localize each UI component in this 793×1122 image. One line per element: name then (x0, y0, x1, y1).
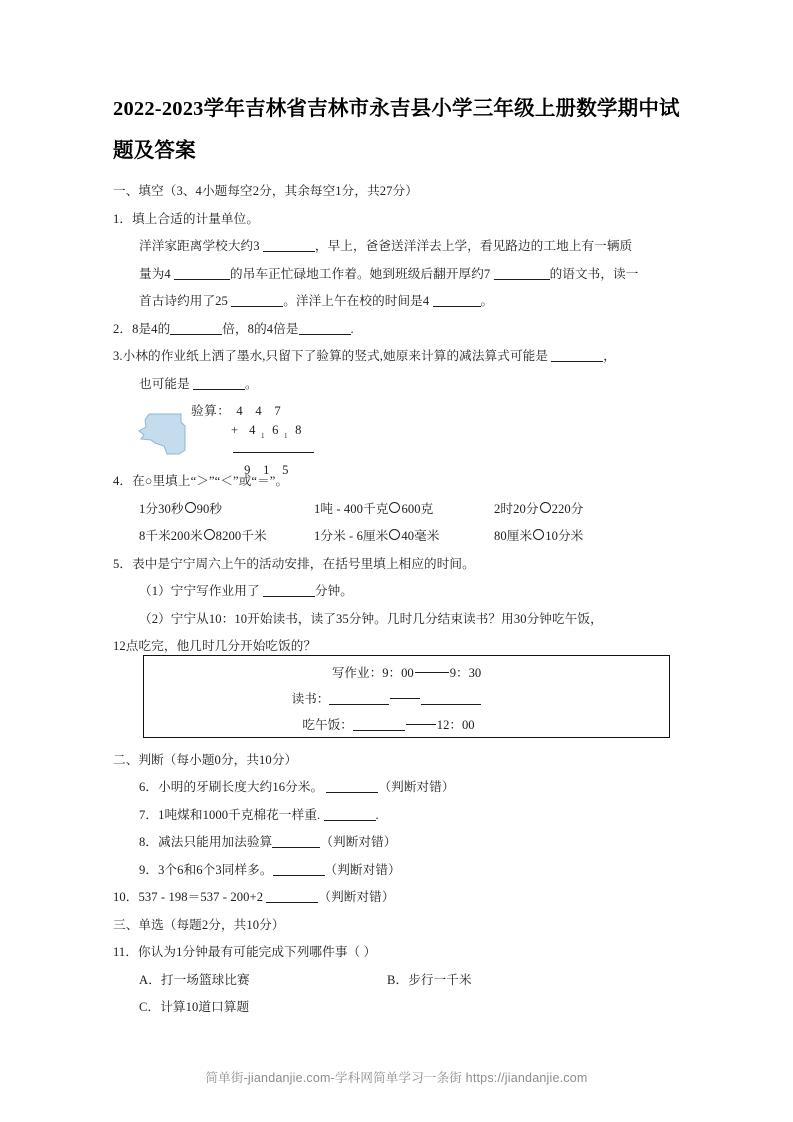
question-7 (113, 802, 693, 830)
q4-item-2 (314, 496, 494, 524)
schedule-lunch-start-blank[interactable] (353, 717, 405, 731)
question-10 (113, 884, 693, 912)
q4-i4-right: 8200千米 (215, 529, 267, 543)
calc-row-sum (191, 461, 314, 480)
q4-i1-right: 90秒 (196, 501, 223, 516)
q1-l2-text-c: 的语文书，读一 (549, 266, 639, 281)
q5-blank-1[interactable] (263, 583, 315, 597)
schedule-table-body (144, 656, 669, 738)
q2-text-b: 倍，8的4倍是 (222, 321, 299, 336)
q1-blank-4[interactable] (231, 293, 283, 307)
section-heading-true-false: 二、判断（每小题0分，共10分） (113, 752, 298, 767)
schedule-lunch-end: 12：00 (436, 718, 475, 732)
question-9 (113, 857, 693, 885)
q4-item-5 (314, 523, 494, 551)
schedule-dash-1 (415, 672, 449, 673)
calc-sum-d1: 9 (244, 463, 251, 477)
q2-blank-1[interactable] (170, 321, 222, 335)
question-11-options-row-2 (113, 994, 693, 1022)
q5-s1-text-b: 分钟。 (314, 584, 353, 598)
q4-circle-2[interactable] (389, 502, 400, 513)
q3-blank-2[interactable] (193, 376, 245, 390)
q4-i1-left: 1分30秒 (139, 501, 184, 516)
schedule-homework-label: 写作业： (331, 666, 383, 680)
q4-circle-6[interactable] (533, 529, 544, 540)
schedule-reading-start-blank[interactable] (329, 691, 389, 705)
question-1-number: 1．填上合适的计量单位。 (113, 211, 260, 226)
q11-option-a[interactable]: A．打一场篮球比赛 (139, 972, 250, 987)
q6-text: 6．小明的牙刷长度大约16分米。 (139, 780, 324, 794)
q3-text-a: 3.小林的作业纸上洒了墨水,只留下了验算的竖式,她原来计算的减法算式可能是 (113, 349, 549, 363)
q4-i5-left: 1分米 - 6厘米 (314, 529, 389, 543)
ink-blot-icon (137, 410, 189, 458)
q9-blank[interactable] (273, 862, 325, 876)
question-8 (113, 829, 693, 857)
q3-text-b: ， (603, 349, 616, 363)
question-11-options-row-1 (113, 967, 693, 995)
q3-blank-1[interactable] (551, 348, 603, 362)
question-6 (113, 774, 693, 802)
calc-a2-d1: 4 (249, 423, 256, 437)
q4-i5-right: 40毫米 (401, 529, 440, 543)
q2-text-a: 2．8是4的 (113, 321, 171, 336)
question-4-row-2 (113, 523, 693, 551)
question-11-prompt: 11．你认为1分钟最有可能完成下列哪件事（ ） (113, 945, 377, 959)
q4-i3-right: 220分 (551, 501, 584, 516)
q4-item-4 (139, 523, 314, 551)
q4-circle-3[interactable] (540, 502, 551, 513)
question-5-sub-2-line-2: 12点吃完，他几时几分开始吃饭的？ (113, 639, 317, 653)
calc-carry-2: 1 (284, 432, 288, 440)
q3-text-c: 也可能是 (139, 376, 190, 391)
q5-s1-text-a: （1）宁宁写作业用了 (139, 584, 260, 598)
schedule-dash-2 (390, 698, 420, 699)
section-heading-multiple-choice: 三、单选（每题2分，共10分） (113, 917, 285, 932)
q4-i6-left: 80厘米 (494, 529, 533, 543)
q4-i6-right: 10分米 (545, 529, 584, 543)
calc-a1-d1: 4 (236, 404, 244, 418)
q4-circle-4[interactable] (204, 529, 215, 540)
q4-circle-1[interactable] (185, 502, 196, 513)
schedule-table (143, 655, 670, 738)
question-3-figure (113, 402, 693, 477)
question-5-prompt: 5．表中是宁宁周六上午的活动安排，在括号里填上相应的时间。 (113, 556, 475, 571)
q4-i4-left: 8千米200米 (139, 529, 203, 543)
schedule-dash-3 (406, 724, 436, 725)
schedule-row-reading (144, 686, 669, 712)
schedule-row-lunch (144, 712, 669, 738)
schedule-row-homework (144, 660, 669, 686)
q6-blank[interactable] (326, 779, 378, 793)
q2-text-c: . (350, 321, 354, 336)
q4-item-1 (139, 496, 314, 524)
vertical-calculation (191, 402, 314, 480)
q10-blank[interactable] (266, 889, 318, 903)
calc-carry-1: 1 (261, 432, 265, 440)
q8-text: 8．减法只能用加法验算 (139, 835, 273, 849)
calc-sum-d3: 5 (282, 463, 289, 477)
exam-content (113, 178, 693, 1022)
question-5-sub-2-line-1: （2）宁宁从10：10开始读书，读了35分钟。几时几分结束读书？用30分钟吃午饭， (139, 611, 603, 626)
calc-row-addend-2 (191, 421, 314, 442)
q4-circle-5[interactable] (389, 529, 400, 540)
q1-l1-text-a: 洋洋家距离学校大约3 (139, 239, 260, 253)
q10-suffix: （判断对错） (318, 890, 395, 904)
calc-row-addend-1 (191, 402, 314, 421)
page-title: 2022-2023学年吉林省吉林市永吉县小学三年级上册数学期中试题及答案 (113, 98, 680, 162)
q1-l3-text-a: 首古诗约用了25 (139, 294, 228, 308)
q7-text: 7．1吨煤和1000千克棉花一样重. (139, 807, 321, 822)
question-3-line-2 (113, 371, 693, 399)
q10-text: 10．537 - 198＝537 - 200+2 (113, 890, 264, 904)
q1-l2-text-a: 量为4 (139, 266, 171, 281)
calc-a2-d3: 8 (295, 423, 302, 437)
question-4-row-1 (113, 496, 693, 524)
calc-label: 验算： (191, 404, 231, 418)
calc-a2-d2: 6 (272, 423, 279, 437)
schedule-reading-label: 读书： (291, 692, 330, 706)
q6-suffix: （判断对错） (378, 780, 455, 794)
question-4-prompt: 4．在○里填上“＞”“＜”或“＝”。 (113, 474, 289, 488)
q4-item-3 (494, 496, 664, 524)
calc-a1-d2: 4 (255, 404, 263, 418)
schedule-lunch-label: 吃午饭： (302, 718, 353, 732)
q1-l2-text-b: 的吊车正忙碌地工作着。她到班级后翻开厚约7 (230, 266, 491, 281)
question-2 (113, 316, 693, 344)
question-1-line-2 (113, 261, 693, 289)
calc-operator: + (231, 423, 239, 437)
question-5-sub-1 (113, 578, 693, 606)
q8-suffix: （判断对错） (320, 835, 397, 849)
q4-i3-left: 2时20分 (494, 501, 539, 516)
q4-item-6 (494, 523, 664, 551)
q1-blank-1[interactable] (263, 238, 315, 252)
q1-blank-2[interactable] (174, 266, 230, 280)
q4-i2-right: 600克 (401, 501, 434, 516)
q7-suffix: . (375, 807, 379, 822)
schedule-reading-end-blank[interactable] (421, 691, 481, 705)
q3-text-d: 。 (245, 376, 258, 391)
calc-sum-d2: 1 (263, 463, 270, 477)
q8-blank[interactable] (272, 834, 320, 848)
question-3-line-1 (113, 343, 693, 371)
q1-blank-3[interactable] (494, 266, 550, 280)
question-1-line-3 (113, 288, 693, 316)
q4-i2-left: 1吨 - 400千克 (314, 501, 389, 516)
q1-l3-text-c: 。 (480, 294, 494, 308)
q1-l1-text-b: ，早上，爸爸送洋洋去上学，看见路边的工地上有一辆质 (314, 239, 633, 253)
q2-blank-2[interactable] (299, 321, 351, 335)
question-1-line-1 (113, 233, 693, 261)
calc-rule (191, 442, 314, 461)
page-footer: 简单街-jiandanjie.com-学科网简单学习一条街 https://jiandanjie.com (205, 1071, 588, 1085)
schedule-homework-end: 9：30 (449, 666, 482, 680)
q9-suffix: （判断对错） (324, 862, 401, 877)
section-heading-fill-in-blank: 一、填空（3、4小题每空2分，其余每空1分，共27分） (113, 184, 418, 198)
q7-blank[interactable] (324, 807, 376, 821)
q11-option-b[interactable]: B．步行一千米 (387, 972, 472, 987)
calc-a1-d3: 7 (274, 404, 282, 418)
schedule-homework-start: 9：00 (382, 666, 414, 680)
q1-l3-text-b: 。洋洋上午在校的时间是4 (283, 294, 430, 308)
q1-blank-5[interactable] (433, 293, 481, 307)
q11-option-c[interactable]: C．计算10道口算题 (139, 1000, 250, 1014)
q9-text: 9．3个6和6个3同样多。 (139, 862, 273, 877)
